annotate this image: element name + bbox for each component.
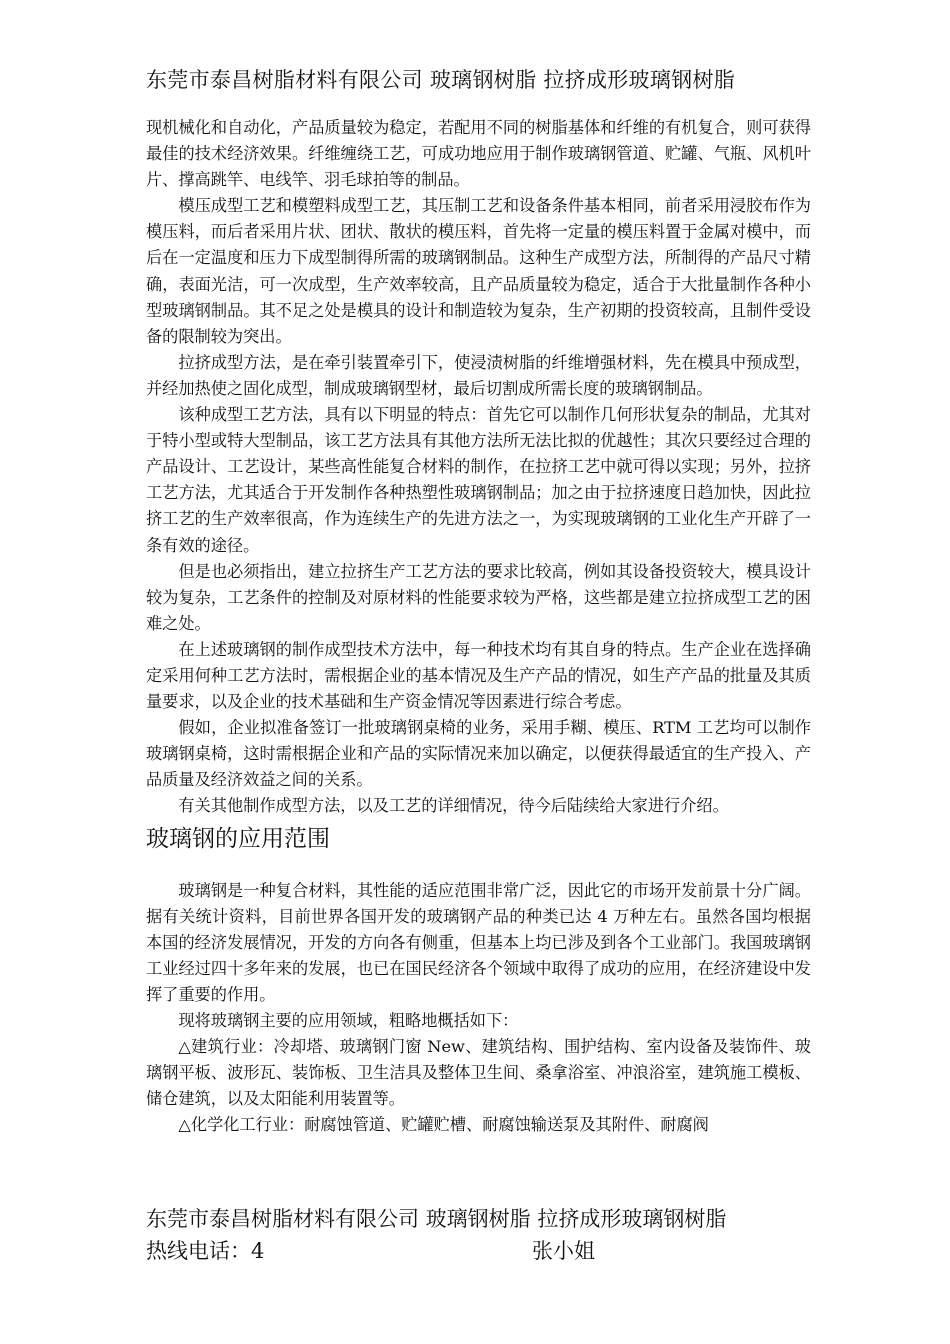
body-paragraph: 模压成型工艺和模塑料成型工艺，其压制工艺和设备条件基本相同，前者采用浸胶布作为模压料，而后者采用片状、团状、散状的模压料，首先将一定量的模压料置于金属对模中，而后在一定温度和压力下成型制得所需的玻璃钢制品。这种生产成型方法，所制得的产品尺寸精确，表面光洁，可一次成型，生产效率较高，且产品质量较为稳定，适合于大批量制作各种小型玻璃钢制品。其不足之处是模具的设计和制造较为复杂，生产初期的投资较高，且制件受设备的限制较为突出。 — [146, 196, 811, 346]
body-paragraph: 假如，企业拟准备签订一批玻璃钢桌椅的业务，采用手糊、模压、RTM 工艺均可以制作玻璃钢桌椅，这时需根据企业和产品的实际情况来加以确定，以便获得最适宜的生产投入、产品质量及经济效益之间的关系。 — [146, 718, 811, 790]
section-list-item: △化学化工行业：耐腐蚀管道、贮罐贮槽、耐腐蚀输送泵及其附件、耐腐阀 — [178, 1115, 709, 1135]
page-header: 东莞市泰昌树脂材料有限公司 玻璃钢树脂 拉挤成形玻璃钢树脂 — [146, 68, 736, 92]
page-footer — [146, 1204, 811, 1268]
footer-company: 东莞市泰昌树脂材料有限公司 玻璃钢树脂 拉挤成形玻璃钢树脂 — [146, 1207, 727, 1231]
body-paragraph: 但是也必须指出，建立拉挤生产工艺方法的要求比较高，例如其设备投资较大，模具设计较为复杂，工艺条件的控制及对原材料的性能要求较为严格，这些都是建立拉挤成型工艺的困难之处。 — [146, 561, 811, 633]
section-paragraph: 玻璃钢是一种复合材料，其性能的适应范围非常广泛，因此它的市场开发前景十分广阔。据有关统计资料，目前世界各国开发的玻璃钢产品的种类已达 4 万种左右。虽然各国均根据本国的经济发展情况，开发的方向各有侧重，但基本上均已涉及到各个工业部门。我国玻璃钢工业经过四十多年来的发展，也已在国民经济各个领域中取得了成功的应用，在经济建设中发挥了重要的作用。 — [146, 880, 811, 1004]
body-paragraph: 现机械化和自动化，产品质量较为稳定，若配用不同的树脂基体和纤维的有机复合，则可获得最佳的技术经济效果。纤维缠绕工艺，可成功地应用于制作玻璃钢管道、贮罐、气瓶、风机叶片、撑高跳竿、电线竿、羽毛球拍等的制品。 — [146, 118, 811, 190]
section-list-item: △建筑行业：冷却塔、玻璃钢门窗 New、建筑结构、围护结构、室内设备及装饰件、玻璃钢平板、波形瓦、装饰板、卫生洁具及整体卫生间、桑拿浴室、冲浪浴室，建筑施工模板、储仓建筑，以及太阳能利用装置等。 — [146, 1037, 811, 1109]
document-body — [146, 115, 811, 1138]
footer-contact-name: 张小姐 — [532, 1239, 595, 1263]
body-paragraph: 拉挤成型方法，是在牵引装置牵引下，使浸渍树脂的纤维增强材料，先在模具中预成型，并经加热使之固化成型，制成玻璃钢型材，最后切割成所需长度的玻璃钢制品。 — [146, 352, 811, 398]
body-paragraph: 有关其他制作成型方法，以及工艺的详细情况，待今后陆续给大家进行介绍。 — [178, 796, 729, 816]
body-paragraph: 该种成型工艺方法，具有以下明显的特点：首先它可以制作几何形状复杂的制品，尤其对于特小型或特大型制品，该工艺方法具有其他方法所无法比拟的优越性；其次只要经过合理的产品设计、工艺设计，某些高性能复合材料的制作，在拉挤工艺中就可得以实现；另外，拉挤工艺方法，尤其适合于开发制作各种热塑性玻璃钢制品；加之由于拉挤速度日趋加快，因此拉挤工艺的生产效率很高，作为连续生产的先进方法之一，为实现玻璃钢的工业化生产开辟了一条有效的途径。 — [146, 405, 811, 555]
footer-contact-row — [146, 1234, 811, 1268]
footer-hotline: 热线电话：4 — [146, 1239, 265, 1263]
section-paragraph: 现将玻璃钢主要的应用领域，粗略地概括如下： — [178, 1011, 519, 1030]
section-title: 玻璃钢的应用范围 — [146, 825, 330, 852]
body-paragraph: 在上述玻璃钢的制作成型技术方法中，每一种技术均有其自身的特点。生产企业在选择确定采用何种工艺方法时，需根据企业的基本情况及生产产品的情况，如生产产品的批量及其质量要求，以及企业的技术基础和生产资金情况等因素进行综合考虑。 — [146, 639, 811, 712]
